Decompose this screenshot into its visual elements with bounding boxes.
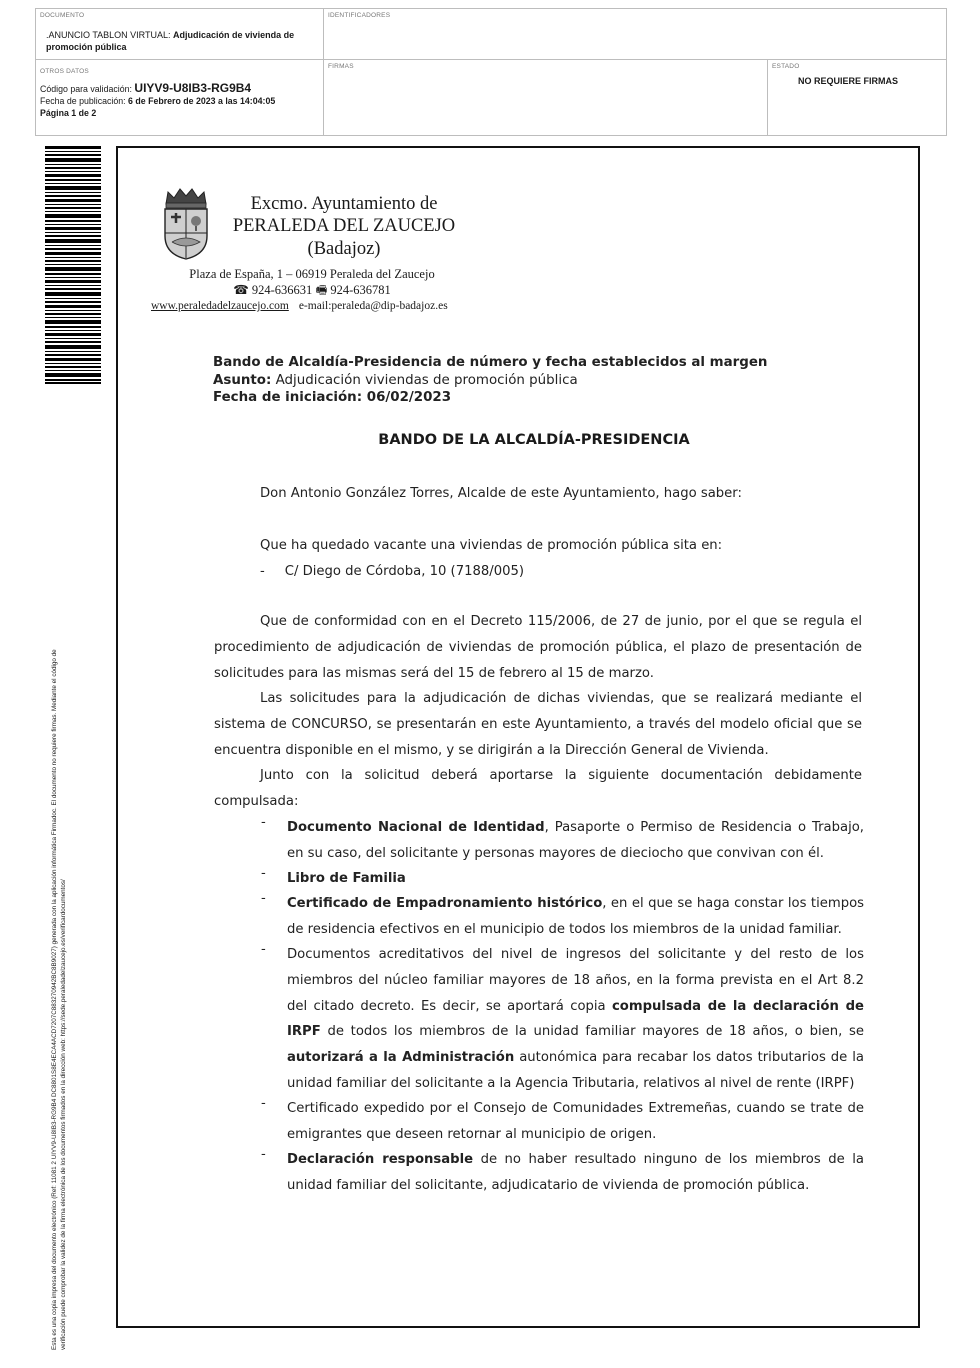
coat-of-arms-icon	[162, 186, 210, 260]
declaracion-text: de no haber resultado ninguno de los miembros de la unidad familiar del solicitante, adjudicatario de vivienda de promoción pública.	[287, 1152, 864, 1193]
list-item	[261, 1096, 864, 1148]
document-metadata-table	[35, 8, 947, 136]
vacancy-address-item	[260, 564, 524, 579]
list-dash: -	[261, 1096, 266, 1111]
paragraph-solicitudes: Las solicitudes para la adjudicación de dichas viviendas, que se realizará mediante el sistema de CONCURSO, se presentarán en este Ayuntamiento, a través del modelo oficial que se encuentra disponible en el mismo, y se dirigirán a la Dirección General de Vivienda.	[214, 691, 862, 758]
autorizacion-emphasis: autorizará a la Administración	[287, 1050, 515, 1066]
declaracion-label: Declaración responsable	[287, 1152, 474, 1167]
validation-code[interactable]: UIYV9-U8IB3-RG9B4	[134, 81, 252, 95]
list-dash: -	[261, 891, 266, 906]
ingresos-text-c: autonómica para recabar los datos tributarios de la unidad familiar del solicitante a la Agencia Tributaria, relativos al nivel de rente (IRPF)	[287, 1050, 864, 1091]
codigo-label: Código para validación:	[40, 84, 132, 94]
letterhead-title	[214, 193, 474, 261]
otros-datos-content	[40, 82, 320, 119]
letterhead-line-3: (Badajoz)	[307, 239, 381, 259]
estado-cell	[768, 60, 946, 135]
barcode-icon	[45, 146, 101, 384]
bando-reference: Bando de Alcaldía-Presidencia de número y fecha establecidos al margen	[213, 355, 768, 370]
list-item	[261, 815, 864, 867]
dni-label: Documento Nacional de Identidad	[287, 820, 545, 835]
dni-text: , Pasaporte o Permiso de Residencia o Trabajo, en su caso, del solicitante y personas mayores de dieciocho que convivan con él.	[287, 820, 865, 861]
otros-datos-label: OTROS DATOS	[40, 68, 89, 75]
list-dash: -	[261, 866, 266, 881]
list-item	[261, 1147, 864, 1199]
fecha-iniciacion-label: Fecha de iniciación:	[213, 390, 363, 405]
empadronamiento-label: Certificado de Empadronamiento histórico	[287, 896, 603, 911]
estado-value: NO REQUIERE FIRMAS	[798, 76, 899, 86]
side-text-line-2: verificación puede comprobar la validez de la firma electrónica de los documentos firmados en la dirección web: https://sede.peraledadelzaucejo.es/verificardocumentos/	[60, 879, 67, 1350]
website-link[interactable]: www.peraledadelzaucejo.com	[151, 300, 289, 312]
paragraph-intro: Don Antonio González Torres, Alcalde de este Ayuntamiento, hago saber:	[260, 486, 742, 501]
empadronamiento-text: , en el que se haga constar los tiempos de residencia efectivos en el municipio de todos los miembros de la unidad familiar.	[287, 896, 865, 937]
side-text-line-1: Esta es una copia impresa del documento electrónico (Ref: 11081 2 UIYV9-U8IB3-RG9B4 DC8801S8E4ECA4ACD7207C883270942BC8B9027) generada con la aplicación informática Firmadoc. El documento no requiere firmas. Mediante el código de	[51, 649, 58, 1350]
list-item	[261, 942, 864, 1097]
letterhead-address	[140, 266, 484, 298]
page-indicator: Página 1 de 2	[40, 108, 97, 118]
list-item	[261, 891, 864, 943]
paragraph-vacancy: Que ha quedado vacante una viviendas de promoción pública sita en:	[260, 538, 723, 553]
letterhead-contact	[151, 300, 448, 312]
list-dash: -	[261, 815, 266, 830]
phone-number: ☎ 924-636631	[233, 283, 313, 297]
certificado-consejo-text: Certificado expedido por el Consejo de Comunidades Extremeñas, cuando se trate de emigrantes que deseen retornar al municipio de origen.	[287, 1101, 864, 1142]
fax-number: 🖷 924-636781	[315, 283, 391, 297]
letterhead-line-1: Excmo. Ayuntamiento de	[250, 194, 438, 214]
fecha-label: Fecha de publicación:	[40, 96, 126, 106]
ingresos-text-b: de todos los miembros de la unidad familiar mayores de 18 años, o bien, se	[320, 1024, 864, 1040]
list-item	[261, 866, 864, 892]
address-line: Plaza de España, 1 – 06919 Peraleda del Zaucejo	[189, 267, 435, 281]
documento-subject: Adjudicación de vivienda de promoción pública	[46, 30, 295, 52]
libro-familia-label: Libro de Familia	[287, 871, 406, 886]
firmas-label: FIRMAS	[328, 63, 354, 70]
email-address[interactable]: e-mail:peraleda@dip-badajoz.es	[298, 300, 448, 312]
list-dash: -	[261, 942, 266, 957]
asunto-label: Asunto:	[213, 372, 272, 388]
letterhead-line-2: PERALEDA DEL ZAUCEJO	[232, 216, 456, 236]
firmas-cell	[324, 60, 768, 135]
fecha-iniciacion-value: 06/02/2023	[366, 390, 452, 405]
estado-label: ESTADO	[772, 63, 800, 70]
list-dash: -	[261, 1147, 266, 1162]
document-title: BANDO DE LA ALCALDÍA-PRESIDENCIA	[378, 432, 690, 448]
asunto-value: Adjudicación viviendas de promoción pública	[275, 372, 578, 388]
documento-cell	[36, 9, 324, 60]
documento-prefix: .ANUNCIO TABLON VIRTUAL:	[46, 30, 171, 40]
identificadores-cell	[324, 9, 946, 60]
documento-title	[46, 29, 306, 53]
irpf-emphasis: compulsada de la declaración de IRPF	[287, 998, 864, 1040]
publication-date: 6 de Febrero de 2023 a las 14:04:05	[128, 96, 276, 106]
paragraph-decree: Que de conformidad con en el Decreto 115/2006, de 27 de junio, por el que se regula el procedimiento de adjudicación de viviendas de promoción pública, el plazo de presentación de solicitudes para las mismas será del 15 de febrero al 15 de marzo.	[214, 614, 862, 681]
identificadores-label: IDENTIFICADORES	[328, 12, 391, 19]
documento-label: DOCUMENTO	[40, 12, 85, 19]
paragraph-documentacion: Junto con la solicitud deberá aportarse la siguiente documentación debidamente compulsada:	[214, 768, 862, 809]
otros-datos-cell	[36, 60, 324, 135]
ingresos-text-a: Documentos acreditativos del nivel de ingresos del solicitante y del resto de los miembros del núcleo familiar mayores de 18 años, en la forma prevista en el Art 8.2 del citado decreto. Es decir, se aportará copia	[287, 947, 864, 1014]
list-dash: -	[260, 564, 265, 579]
vacancy-address: C/ Diego de Córdoba, 10 (7188/005)	[284, 564, 525, 579]
document-header-block	[213, 354, 865, 407]
verification-side-text	[50, 415, 68, 1350]
